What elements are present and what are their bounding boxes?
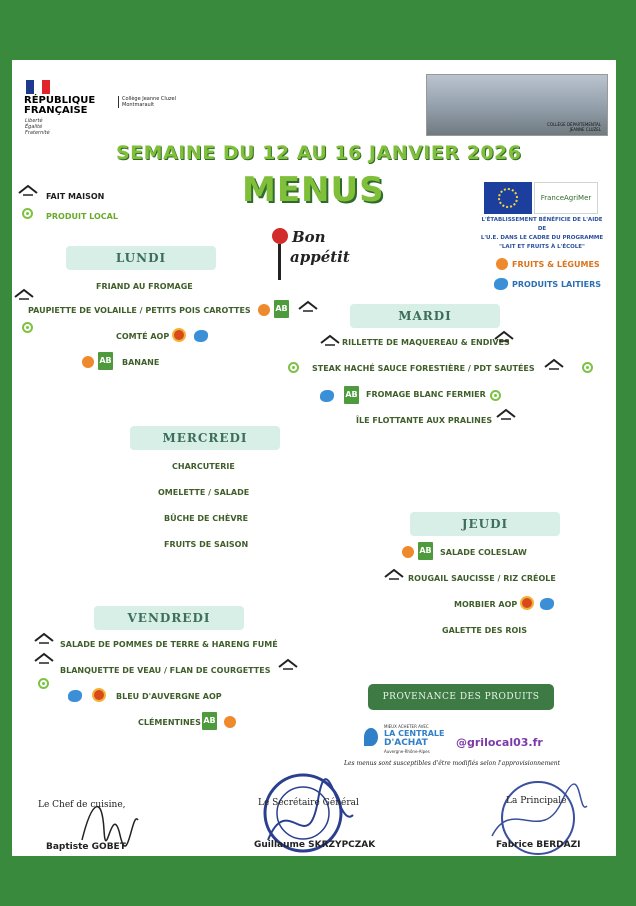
fruit-icon <box>224 716 236 728</box>
signature-name-chef: Baptiste GOBET <box>46 842 126 852</box>
ab-organic-icon: AB <box>274 300 289 318</box>
fruit-icon <box>82 356 94 368</box>
dish-vendredi-2: BLANQUETTE DE VEAU / FLAN DE COURGETTES <box>60 666 271 675</box>
dish-mardi-4: ÎLE FLOTTANTE AUX PRALINES <box>356 416 493 425</box>
aop-label-icon <box>92 688 106 702</box>
dish-lundi-4: BANANE <box>122 358 160 367</box>
dish-jeudi-2: ROUGAIL SAUCISSE / RIZ CRÉOLE <box>408 574 556 583</box>
legend-produit-local: PRODUIT LOCAL <box>46 212 118 221</box>
day-header-vendredi: VENDREDI <box>94 606 244 630</box>
french-flag-icon <box>26 80 50 94</box>
signature-name-secretaire: Guillaume SKRZYPCZAK <box>254 840 376 850</box>
dish-mardi-3: FROMAGE BLANC FERMIER <box>366 390 486 399</box>
appetit-text: appétit <box>290 248 350 266</box>
local-leaf-icon <box>490 390 501 401</box>
fruit-icon <box>496 258 508 270</box>
ab-organic-icon: AB <box>202 712 217 730</box>
eu-flag-icon <box>484 182 532 214</box>
signature-title-secretaire: Le Secrétaire Général <box>258 798 359 808</box>
signature-name-principale: Fabrice BERDAZI <box>496 840 581 850</box>
college-photo <box>426 74 608 136</box>
day-header-mardi: MARDI <box>350 304 500 328</box>
agrilocal-logo: @grilocal03.fr <box>456 736 543 749</box>
centrale-achat-logo: MIEUX ACHETER AVEC LA CENTRALE D'ACHAT Auvergne-Rhône-Alpes <box>364 724 448 754</box>
dish-mercredi-1: CHARCUTERIE <box>172 462 235 471</box>
college-name: Collège Jeanne Cluzel Montmarault <box>118 96 176 108</box>
dish-lundi-3: COMTÉ AOP <box>116 332 170 341</box>
menus-title: MENUS <box>242 170 385 210</box>
dish-vendredi-1: SALADE DE POMMES DE TERRE & HARENG FUMÉ <box>60 640 278 649</box>
week-title: SEMAINE DU 12 AU 16 JANVIER 2026 <box>116 142 522 164</box>
legend-produits-laitiers: PRODUITS LAITIERS <box>512 280 602 289</box>
house-icon <box>496 408 516 420</box>
tomato-icon <box>272 228 288 244</box>
location-pin-icon <box>364 728 378 746</box>
eu-program-text: L'ÉTABLISSEMENT BÉNÉFICIE DE L'AIDE DE L'U.E. DANS LE CADRE DU PROGRAMME "LAIT ET FRUITS À L'ÉCOLE" <box>480 217 604 250</box>
local-leaf-icon <box>22 322 33 333</box>
local-leaf-icon <box>288 362 299 373</box>
house-icon <box>34 652 54 664</box>
house-icon <box>320 334 340 346</box>
dish-jeudi-4: GALETTE DES ROIS <box>442 626 528 635</box>
dish-vendredi-3: BLEU D'AUVERGNE AOP <box>116 692 222 701</box>
franceagrimer-logo: FranceAgriMer <box>534 182 598 214</box>
dish-lundi-1: FRIAND AU FROMAGE <box>96 282 193 291</box>
dish-mercredi-3: BÛCHE DE CHÈVRE <box>164 514 249 523</box>
signature-title-chef: Le Chef de cuisine, <box>38 800 126 810</box>
fruit-icon <box>402 546 414 558</box>
aop-label-icon <box>172 328 186 342</box>
milk-icon <box>68 690 82 702</box>
signature-chef <box>72 790 142 850</box>
bon-text: Bon <box>292 228 326 246</box>
dish-mardi-2: STEAK HACHÉ SAUCE FORESTIÈRE / PDT SAUTÉES <box>312 364 535 373</box>
dish-jeudi-3: MORBIER AOP <box>454 600 518 609</box>
photo-caption: COLLÈGE DÉPARTEMENTAL JEANNE CLUZEL <box>547 122 601 132</box>
signature-title-principale: La Principale <box>506 796 567 806</box>
republic-name: RÉPUBLIQUE FRANÇAISE <box>24 95 96 116</box>
house-icon <box>384 568 404 580</box>
provenance-button[interactable]: PROVENANCE DES PRODUITS <box>368 684 554 710</box>
local-leaf-icon <box>22 208 33 219</box>
fork-icon <box>278 244 281 280</box>
milk-icon <box>540 598 554 610</box>
legend-fait-maison: FAIT MAISON <box>46 192 105 201</box>
day-header-mercredi: MERCREDI <box>130 426 280 450</box>
local-leaf-icon <box>582 362 593 373</box>
day-header-jeudi: JEUDI <box>410 512 560 536</box>
local-leaf-icon <box>38 678 49 689</box>
legend-fruits-legumes: FRUITS & LÉGUMES <box>512 260 600 269</box>
menu-sheet <box>12 60 616 856</box>
house-icon <box>494 330 514 342</box>
dish-mardi-1: RILLETTE DE MAQUEREAU & ENDIVES <box>342 338 510 347</box>
bon-appetit-logo <box>270 226 360 284</box>
dish-mercredi-2: OMELETTE / SALADE <box>158 488 250 497</box>
milk-icon <box>320 390 334 402</box>
day-header-lundi: LUNDI <box>66 246 216 270</box>
house-icon <box>14 288 34 300</box>
house-icon <box>278 658 298 670</box>
ab-organic-icon: AB <box>418 542 433 560</box>
menu-note: Les menus sont susceptibles d'être modifiés selon l'approvisionnement <box>344 760 561 767</box>
house-icon <box>18 184 38 196</box>
aop-label-icon <box>520 596 534 610</box>
dish-vendredi-4: CLÉMENTINES <box>138 718 201 727</box>
house-icon <box>544 358 564 370</box>
house-icon <box>34 632 54 644</box>
ab-organic-icon: AB <box>344 386 359 404</box>
dish-mercredi-4: FRUITS DE SAISON <box>164 540 249 549</box>
republic-motto: Liberté Égalité Fraternité <box>25 118 50 136</box>
dish-jeudi-1: SALADE COLESLAW <box>440 548 527 557</box>
ab-organic-icon: AB <box>98 352 113 370</box>
milk-icon <box>194 330 208 342</box>
dish-lundi-2: PAUPIETTE DE VOLAILLE / PETITS POIS CAROTTES <box>28 306 251 315</box>
fruit-icon <box>258 304 270 316</box>
milk-icon <box>494 278 508 290</box>
house-icon <box>298 300 318 312</box>
